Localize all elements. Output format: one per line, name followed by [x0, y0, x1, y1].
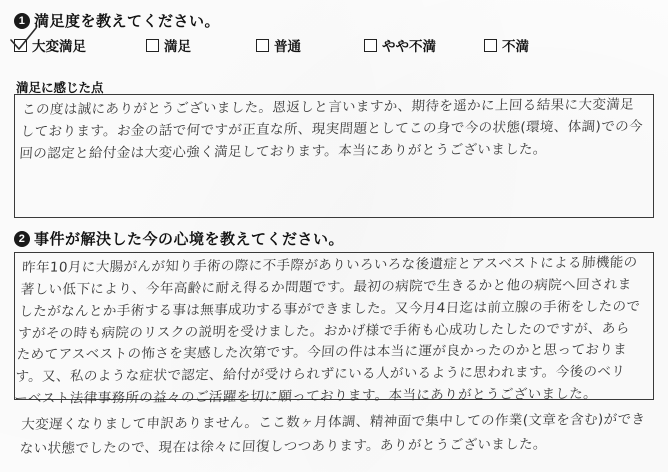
- checkbox-neutral[interactable]: [256, 39, 269, 52]
- answer-2-handwriting: 昨年10月に大腸がんが知り手術の際に不手際がありいろいろな後遺症とアスベストによる肺機能の著しい低下により、今年高齢に耐え得るか問題です。最初の病院で生きるかと他の病院へ回されましたがなんとか手術する事は無事成功する事ができました。又今月4日迄は前立腺の手術をしたのですがその時も病院のリスクの説明を受けました。おかげ様で手術も心成功したしたのですが、あらためてアスベストの怖さを実感した次第です。今回の件は本当に運が良かったのかと思っております。又、私のような症状で認定、給付が受けられずにいる人がいるように思われます。今後のベリーベスト法律事務所の益々のご活躍を切に願っております。本当にありがとうございました。: [13, 254, 641, 408]
- question-1-heading: [14, 10, 220, 31]
- choice-label-neutral: 普通: [274, 39, 301, 54]
- question-2-heading: [14, 228, 344, 249]
- question-1-number: 1: [14, 13, 30, 29]
- checkbox-very-satisfied[interactable]: [14, 39, 27, 52]
- question-2-text: 事件が解決した今の心境を教えてください。: [34, 231, 345, 248]
- answer-1-box: [14, 94, 654, 218]
- choice-label-dissatisfied: 不満: [502, 39, 529, 54]
- choice-label-very-satisfied: 大変満足: [32, 39, 86, 54]
- question-2-number: 2: [14, 231, 30, 247]
- checkbox-satisfied[interactable]: [146, 39, 159, 52]
- choice-label-somewhat-dissatisfied: やや不満: [382, 39, 436, 54]
- choice-dissatisfied[interactable]: [484, 35, 584, 55]
- satisfaction-choice-row: [14, 35, 654, 55]
- question-1-text: 満足度を教えてください。: [34, 13, 221, 30]
- postscript-area: [14, 412, 654, 468]
- checkbox-somewhat-dissatisfied[interactable]: [364, 39, 377, 52]
- answer-1-handwriting: この度は誠にありがとうございました。恩返しと言いますか、期待を遥かに上回る結果に大変満足しております。お金の話で何ですが正直な所、現実問題としてこの身で今の状態(環境、体調)での今回の認定と給付金は大変心強く満足しております。本当にありがとうございました。: [18, 96, 644, 162]
- checkbox-dissatisfied[interactable]: [484, 39, 497, 52]
- satisfaction-points-label: 満足に感じた点: [16, 81, 104, 95]
- postscript-handwriting: 大変遅くなりまして申訳ありません。ここ数ヶ月体調、精神面で集中しての作業(文章を含む)ができない状態でしたので、現在は徐々に回復しつつあります。ありがとうございました。: [19, 411, 646, 457]
- choice-very-satisfied[interactable]: [14, 35, 146, 55]
- choice-satisfied[interactable]: [146, 35, 256, 55]
- answer-2-box: [13, 252, 654, 408]
- choice-somewhat-dissatisfied[interactable]: [364, 35, 484, 55]
- choice-neutral[interactable]: [256, 35, 364, 55]
- choice-label-satisfied: 満足: [164, 39, 191, 54]
